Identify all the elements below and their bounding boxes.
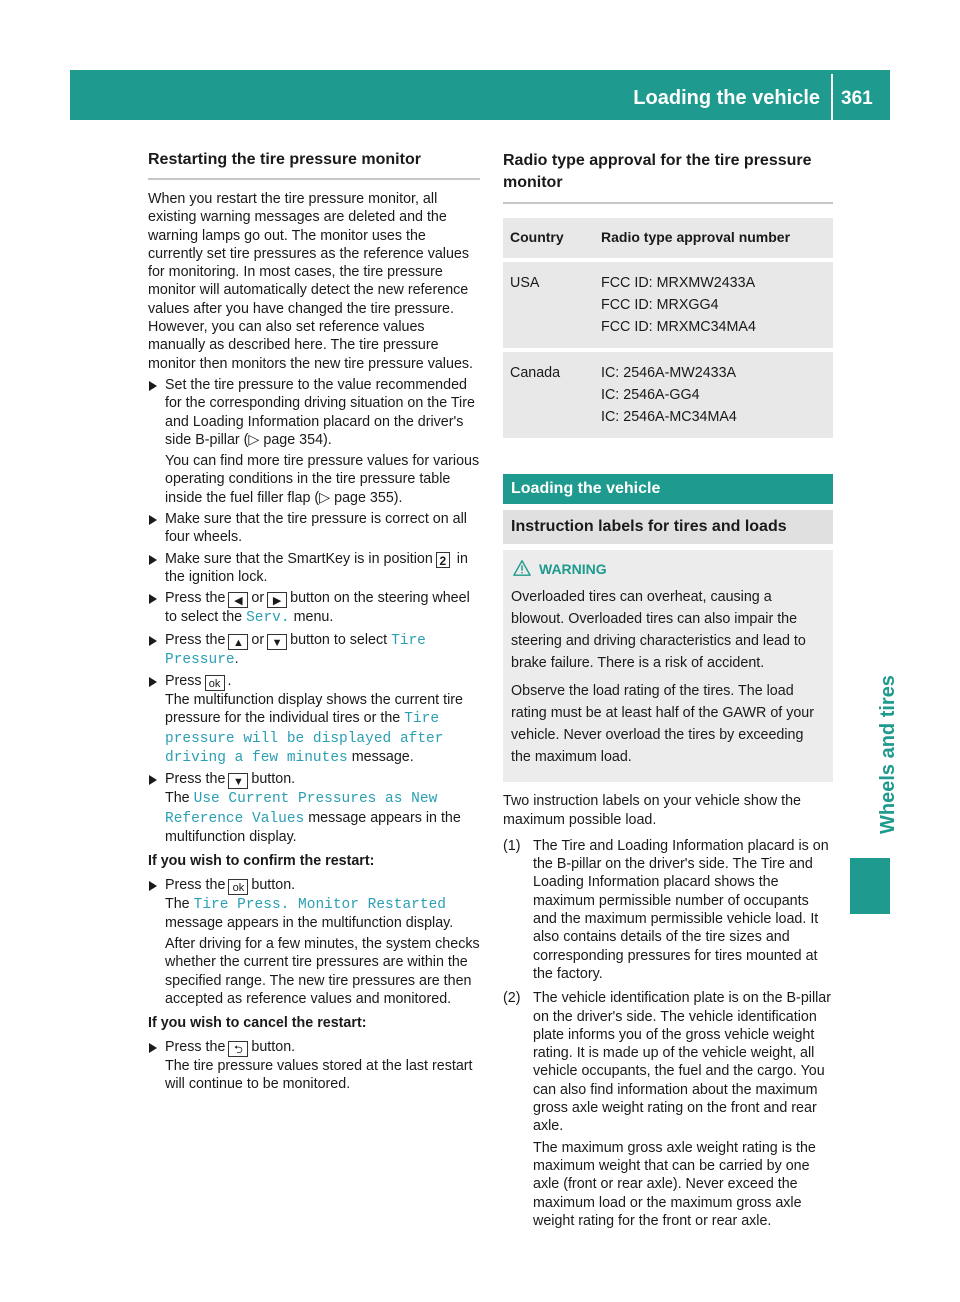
back-button-icon: ⮌ <box>228 1041 248 1057</box>
step-arrow-icon <box>149 515 157 525</box>
page-number: 361 <box>841 88 873 109</box>
step-item: Make sure that the tire pressure is correct on all four wheels. <box>148 510 480 547</box>
restart-intro: When you restart the tire pressure monitor, all existing warning messages are deleted and the warning lamps go out. The monitor uses the currently set tire pressures as the reference values for monitoring. In most cases, the tire pressure monitor will automatically detect the new reference values after you have changed the tire pressure. However, you can also set reference values manually as described here. The tire pressure monitor then monitors the new tire pressure values. <box>148 191 474 372</box>
step-item: Press the ok button. The Tire Press. Monitor Restarted message appears in the multifunction display. After driving for a few minutes, the system checks whether the current tire pressures are within the specified range. The new tire pressures are then accepted as reference values and monitored. <box>148 876 480 1009</box>
warning-triangle-icon <box>513 559 531 577</box>
labels-list <box>503 837 833 1230</box>
display-text-monitor-restarted: Tire Press. Monitor Restarted <box>193 896 446 913</box>
chapter-side-tab: Wheels and tires <box>877 675 899 835</box>
loading-vehicle-band: Loading the vehicle <box>503 474 833 504</box>
list-item: (1) The Tire and Loading Information placard is on the B-pillar on the driver's side. The Tire and Loading Information placard shows the maximum permissible number of occupants and the maximum permissible vehicle load. It also contains details of the tire sizes and corresponding pressures for tires mounted at the factory. <box>503 837 829 982</box>
table-row <box>503 260 833 350</box>
table-header-number: Radio type approval number <box>594 218 833 260</box>
step-item: Set the tire pressure to the value recommended for the corresponding driving situation on the Tire and Loading Information placard on the driver's side B-pillar (▷ page 354). You can find more tire pressure values for various operating conditions in the tire pressure table inside the fuel filler flap (▷ page 355). <box>148 376 480 507</box>
step-arrow-icon <box>149 881 157 891</box>
labels-intro: Two instruction labels on your vehicle show the maximum possible load. <box>503 793 802 828</box>
ok-button-icon: ok <box>228 879 248 895</box>
ignition-position-key: 2 <box>436 552 450 568</box>
step-item: Press the ▼ button. The Use Current Pressures as New Reference Values message appears in the multifunction display. <box>148 770 480 846</box>
step-arrow-icon <box>149 381 157 391</box>
section-rule <box>148 178 480 180</box>
ok-button-icon: ok <box>205 675 225 691</box>
table-cell-numbers: IC: 2546A-MW2433A IC: 2546A-GG4 IC: 2546A-MC34MA4 <box>594 350 833 438</box>
table-cell-country: USA <box>503 260 594 350</box>
display-text-serv: Serv. <box>246 610 290 627</box>
down-arrow-button-icon: ▼ <box>228 773 248 789</box>
right-arrow-button-icon: ▶ <box>267 592 287 608</box>
step-item: Press the ◀ or ▶ button on the steering wheel to select the Serv. menu. <box>148 589 480 627</box>
header-divider <box>831 74 833 120</box>
cancel-restart-heading: If you wish to cancel the restart: <box>148 1015 367 1032</box>
step-arrow-icon <box>149 636 157 646</box>
step-item: Press ok . The multifunction display shows the current tire pressure for the individual tires or the Tire pressure will be displayed after driving a few minutes message. <box>148 672 480 767</box>
page-title: Loading the vehicle <box>633 87 820 109</box>
chapter-side-block <box>850 858 890 914</box>
display-text-tire-pressure-message: Tire pressure will be displayed after driving a few minutes <box>165 711 444 767</box>
table-header-country: Country <box>503 218 594 260</box>
left-column <box>148 150 480 1096</box>
step-arrow-icon <box>149 594 157 604</box>
instruction-labels-band: Instruction labels for tires and loads <box>503 510 833 544</box>
table-row <box>503 350 833 438</box>
step-arrow-icon <box>149 555 157 565</box>
section-title-radio: Radio type approval for the tire pressure monitor <box>503 152 812 191</box>
display-text-tire-pressure: Tire Pressure <box>165 632 426 668</box>
page-ref-icon: ▷ <box>248 431 264 448</box>
step-item: Press the ▲ or ▼ button to select Tire Pressure. <box>148 631 480 670</box>
right-column <box>503 150 833 1236</box>
step-item: Make sure that the SmartKey is in position 2 in the ignition lock. <box>148 550 480 587</box>
warning-paragraph: Overloaded tires can overheat, causing a blowout. Overloaded tires can also impair the steering and driving characteristics and lead to brake failure. There is a risk of accident. <box>511 589 806 672</box>
table-header-row <box>503 218 833 260</box>
list-item: (2) The vehicle identification plate is on the B-pillar on the driver's side. The vehicle identification plate informs you of the gross vehicle weight rating. It is made up of the vehicle weight, all vehicle occupants, the fuel and the cargo. You can also find information about the maximum gross axle weight rating on the front and rear axle. The maximum gross axle weight rating is the maximum weight that can be carried by one axle (front or rear axle). Never exceed the maximum load or the maximum gross axle weight rating for the front or rear axle. <box>503 990 832 1229</box>
section-title-restart: Restarting the tire pressure monitor <box>148 151 421 168</box>
left-arrow-button-icon: ◀ <box>228 592 248 608</box>
section-rule <box>503 202 833 204</box>
page-ref-icon: ▷ <box>319 489 335 506</box>
step-arrow-icon <box>149 677 157 687</box>
confirm-restart-heading: If you wish to confirm the restart: <box>148 853 375 870</box>
down-arrow-button-icon: ▼ <box>267 634 287 650</box>
table-cell-numbers: FCC ID: MRXMW2433A FCC ID: MRXGG4 FCC ID: MRXMC34MA4 <box>594 260 833 350</box>
up-arrow-button-icon: ▲ <box>228 634 248 650</box>
warning-heading: WARNING <box>511 558 827 580</box>
warning-paragraph: Observe the load rating of the tires. The load rating must be at least half of the GAWR of your vehicle. Never overload the tires by exceeding the maximum load. <box>511 683 815 766</box>
warning-box <box>503 550 833 782</box>
table-cell-country: Canada <box>503 350 594 438</box>
display-text-use-current-pressures: Use Current Pressures as New Reference Values <box>165 791 438 827</box>
step-arrow-icon <box>149 775 157 785</box>
step-arrow-icon <box>149 1043 157 1053</box>
step-item: Press the ⮌ button. The tire pressure values stored at the last restart will continue to be monitored. <box>148 1038 480 1094</box>
radio-approval-table <box>503 218 833 438</box>
